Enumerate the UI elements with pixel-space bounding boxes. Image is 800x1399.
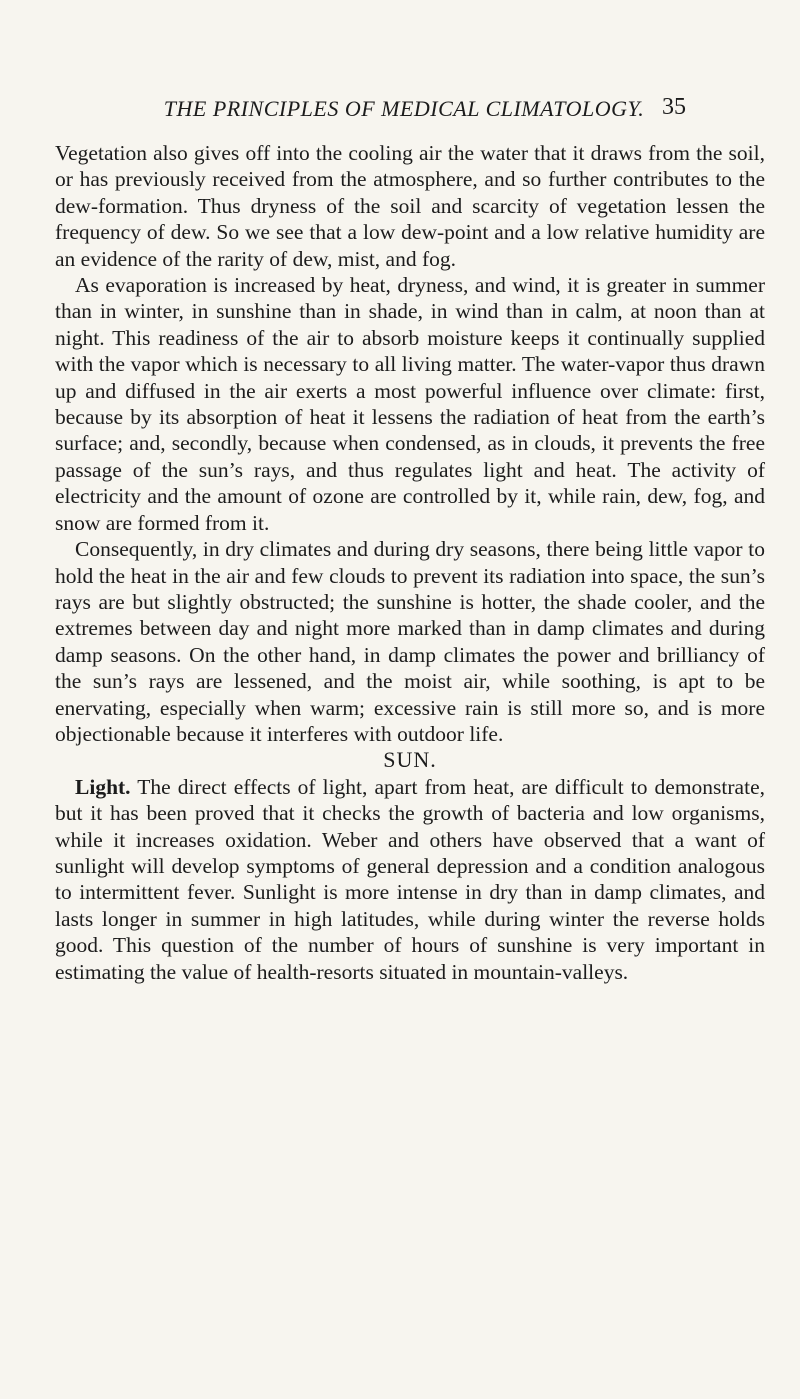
running-title: THE PRINCIPLES OF MEDICAL CLIMATOLOGY. [163, 96, 645, 121]
page-number: 35 [662, 94, 686, 120]
section-heading-sun: SUN. [383, 747, 437, 773]
paragraph-vegetation: Vegetation also gives off into the cooling air the water that it draws from the soil, or has previously received from the atmosphere, and so further contributes to the dew-formation. Thus dryness of the soil and scarcity of vegetation lessen the frequency of dew. So we see that a low dew-point and a low relative humidity are an evidence of the rarity of dew, mist, and fog. [55, 141, 765, 271]
running-head [104, 96, 704, 122]
run-in-heading-light: Light. [75, 774, 131, 799]
paragraph-light-text: The direct effects of light, apart from heat, are difficult to demonstrate, but it has been proved that it checks the growth of bacteria and low organisms, while it increases oxidation. Weber and others have observed that a want of sunlight will develop symptoms of general depression and a condition analogous to intermittent fever. Sunlight is more intense in dry than in damp climates, and lasts longer in summer in high latitudes, while during winter the reverse holds good. This question of the number of hours of sunshine is very important in estimating the value of health-resorts situated in mountain-valleys. [55, 774, 765, 984]
paragraph-light [55, 774, 765, 985]
body-text [55, 140, 765, 985]
paragraph-consequently: Consequently, in dry climates and during dry seasons, there being little vapor to hold the heat in the air and few clouds to prevent its radiation into space, the sun’s rays are but slightly obstructed; the sunshine is hotter, the shade cooler, and the extremes between day and night more marked than in damp climates and during damp seasons. On the other hand, in damp climates the power and brilliancy of the sun’s rays are lessened, and the moist air, while soothing, is apt to be enervating, especially when warm; excessive rain is still more so, and is more objectionable because it interferes with outdoor life. [55, 537, 765, 746]
paragraph-evaporation: As evaporation is increased by heat, dryness, and wind, it is greater in summer than in winter, in sunshine than in shade, in wind than in calm, at noon than at night. This readiness of the air to absorb moisture keeps it continually supplied with the vapor which is necessary to all living matter. The water-vapor thus drawn up and diffused in the air exerts a most powerful influence over climate: first, because by its absorption of heat it lessens the radiation of heat from the earth’s surface; and, secondly, because when condensed, as in clouds, it prevents the free passage of the sun’s rays, and thus regulates light and heat. The activity of electricity and the amount of ozone are controlled by it, while rain, dew, fog, and snow are formed from it. [55, 273, 765, 535]
